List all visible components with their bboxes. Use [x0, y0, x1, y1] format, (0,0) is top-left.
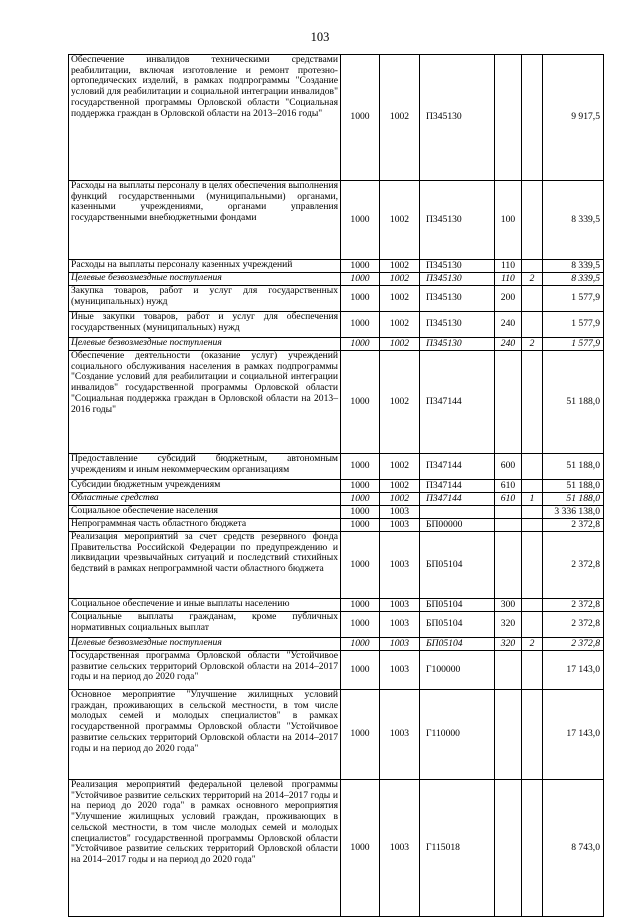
cell-amount: 2 372,8	[543, 612, 604, 638]
cell-section: 1000	[341, 519, 380, 532]
cell-description: Реализация мероприятий федеральной целевой программы "Устойчивое развитие сельских территорий на 2014–2017 годы и на период до 2020 года" в рамках основного мероприятия "Улучшение жилищных условий граждан, проживающих в сельской местности, в том числе молодых семей и молодых специалистов" государственной программы Орловской области "Устойчивое развитие сельских территорий Орловской области на 2014–2017 годы и на период до 2020 года"	[69, 780, 341, 917]
cell-target-article: БП05104	[420, 532, 495, 599]
cell-subsection: 1003	[380, 651, 420, 690]
cell-target-article: П345130	[420, 338, 495, 351]
cell-description: Расходы на выплаты персоналу в целях обеспечения выполнения функций государственными (муниципальными) органами, казенными учреждениями, органами управления государственными внебюджетными фондами	[69, 181, 341, 260]
cell-section: 1000	[341, 454, 380, 480]
cell-subsection: 1002	[380, 480, 420, 493]
cell-expense-type: 300	[495, 599, 522, 612]
cell-amount: 1 577,9	[543, 312, 604, 338]
cell-source	[522, 780, 543, 917]
table-row	[69, 532, 604, 599]
table-row	[69, 493, 604, 506]
table-row	[69, 690, 604, 780]
cell-description: Целевые безвозмездные поступления	[69, 338, 341, 351]
cell-subsection: 1003	[380, 519, 420, 532]
cell-section: 1000	[341, 286, 380, 312]
cell-expense-type	[495, 690, 522, 780]
cell-section: 1000	[341, 506, 380, 519]
cell-description: Предоставление субсидий бюджетным, автономным учреждениям и иным некоммерческим организациям	[69, 454, 341, 480]
page-number: 103	[310, 30, 330, 44]
cell-expense-type: 110	[495, 273, 522, 286]
cell-amount: 8 339,5	[543, 181, 604, 260]
cell-source	[522, 55, 543, 181]
cell-description: Областные средства	[69, 493, 341, 506]
cell-section: 1000	[341, 612, 380, 638]
cell-description: Непрограммная часть областного бюджета	[69, 519, 341, 532]
cell-target-article: БП05104	[420, 638, 495, 651]
cell-subsection: 1003	[380, 638, 420, 651]
cell-target-article: П347144	[420, 493, 495, 506]
cell-expense-type: 100	[495, 181, 522, 260]
cell-expense-type: 600	[495, 454, 522, 480]
cell-subsection: 1002	[380, 351, 420, 454]
cell-amount: 51 188,0	[543, 493, 604, 506]
cell-subsection: 1003	[380, 532, 420, 599]
cell-amount: 8 339,5	[543, 273, 604, 286]
cell-target-article: БП05104	[420, 612, 495, 638]
cell-section: 1000	[341, 493, 380, 506]
cell-source	[522, 181, 543, 260]
cell-description: Основное мероприятие "Улучшение жилищных условий граждан, проживающих в сельской местности, в том числе молодых семей и молодых специалистов" в рамках государственной программы Орловской области "Устойчивое развитие сельских территорий Орловской области на 2014–2017 годы и на период до 2020 года"	[69, 690, 341, 780]
table-row	[69, 273, 604, 286]
cell-source	[522, 651, 543, 690]
table-row	[69, 651, 604, 690]
cell-amount: 51 188,0	[543, 454, 604, 480]
table-row	[69, 312, 604, 338]
table-row	[69, 638, 604, 651]
cell-source: 2	[522, 273, 543, 286]
cell-source	[522, 286, 543, 312]
cell-source	[522, 519, 543, 532]
cell-amount: 17 143,0	[543, 690, 604, 780]
cell-section: 1000	[341, 690, 380, 780]
cell-description: Социальные выплаты гражданам, кроме публичных нормативных социальных выплат	[69, 612, 341, 638]
cell-target-article: П347144	[420, 351, 495, 454]
table-row	[69, 612, 604, 638]
cell-source: 1	[522, 493, 543, 506]
cell-source	[522, 312, 543, 338]
cell-section: 1000	[341, 181, 380, 260]
cell-expense-type: 240	[495, 338, 522, 351]
cell-description: Социальное обеспечение населения	[69, 506, 341, 519]
cell-source: 2	[522, 638, 543, 651]
cell-description: Обеспечение деятельности (оказание услуг) учреждений социального обслуживания населения в рамках подпрограммы "Создание условий для реабилитации и социальной интеграции инвалидов" государственной программы Орловской области "Социальная поддержка граждан в Орловской области на 2013–2016 годы"	[69, 351, 341, 454]
cell-expense-type	[495, 780, 522, 917]
cell-section: 1000	[341, 651, 380, 690]
cell-expense-type	[495, 55, 522, 181]
cell-section: 1000	[341, 599, 380, 612]
cell-amount: 1 577,9	[543, 286, 604, 312]
cell-section: 1000	[341, 338, 380, 351]
table-row	[69, 181, 604, 260]
cell-description: Целевые безвозмездные поступления	[69, 273, 341, 286]
cell-target-article: П347144	[420, 480, 495, 493]
cell-amount: 8 339,5	[543, 260, 604, 273]
cell-description: Целевые безвозмездные поступления	[69, 638, 341, 651]
cell-expense-type	[495, 351, 522, 454]
cell-subsection: 1002	[380, 181, 420, 260]
cell-amount: 2 372,8	[543, 638, 604, 651]
cell-subsection: 1002	[380, 273, 420, 286]
cell-amount: 51 188,0	[543, 480, 604, 493]
cell-subsection: 1002	[380, 286, 420, 312]
cell-target-article: П347144	[420, 454, 495, 480]
cell-subsection: 1003	[380, 506, 420, 519]
cell-amount: 8 743,0	[543, 780, 604, 917]
cell-subsection: 1002	[380, 454, 420, 480]
table-row	[69, 599, 604, 612]
cell-expense-type: 610	[495, 480, 522, 493]
cell-source	[522, 260, 543, 273]
cell-amount: 3 336 138,0	[543, 506, 604, 519]
cell-description: Государственная программа Орловской области "Устойчивое развитие сельских территорий Орловской области на 2014–2017 годы и на период до 2020 года"	[69, 651, 341, 690]
cell-target-article: Г115018	[420, 780, 495, 917]
cell-subsection: 1002	[380, 312, 420, 338]
cell-target-article: П345130	[420, 181, 495, 260]
cell-source	[522, 532, 543, 599]
table-row	[69, 260, 604, 273]
cell-expense-type: 200	[495, 286, 522, 312]
cell-target-article	[420, 506, 495, 519]
cell-expense-type	[495, 532, 522, 599]
cell-source	[522, 612, 543, 638]
cell-expense-type	[495, 651, 522, 690]
cell-amount: 2 372,8	[543, 532, 604, 599]
cell-description: Обеспечение инвалидов техническими средствами реабилитации, включая изготовление и ремонт протезно-ортопедических изделий, в рамках подпрограммы "Создание условий для реабилитации и социальной интеграции инвалидов" государственной программы Орловской области "Социальная поддержка граждан в Орловской области на 2013–2016 годы"	[69, 55, 341, 181]
cell-subsection: 1002	[380, 55, 420, 181]
cell-target-article: П345130	[420, 312, 495, 338]
cell-section: 1000	[341, 638, 380, 651]
cell-target-article: П345130	[420, 286, 495, 312]
cell-expense-type	[495, 519, 522, 532]
cell-amount: 17 143,0	[543, 651, 604, 690]
cell-amount: 9 917,5	[543, 55, 604, 181]
table-row	[69, 55, 604, 181]
cell-expense-type	[495, 506, 522, 519]
cell-description: Субсидии бюджетным учреждениям	[69, 480, 341, 493]
table-row	[69, 506, 604, 519]
cell-expense-type: 110	[495, 260, 522, 273]
cell-source: 2	[522, 338, 543, 351]
cell-source	[522, 599, 543, 612]
cell-subsection: 1003	[380, 612, 420, 638]
cell-amount: 51 188,0	[543, 351, 604, 454]
cell-subsection: 1002	[380, 493, 420, 506]
cell-expense-type: 240	[495, 312, 522, 338]
cell-section: 1000	[341, 480, 380, 493]
cell-subsection: 1003	[380, 780, 420, 917]
table-row	[69, 519, 604, 532]
cell-source	[522, 506, 543, 519]
cell-amount: 2 372,8	[543, 519, 604, 532]
cell-target-article: Г110000	[420, 690, 495, 780]
cell-section: 1000	[341, 55, 380, 181]
cell-description: Закупка товаров, работ и услуг для государственных (муниципальных) нужд	[69, 286, 341, 312]
cell-section: 1000	[341, 780, 380, 917]
cell-expense-type: 320	[495, 638, 522, 651]
table-row	[69, 454, 604, 480]
cell-source	[522, 480, 543, 493]
cell-source	[522, 351, 543, 454]
cell-target-article: П345130	[420, 260, 495, 273]
cell-subsection: 1002	[380, 260, 420, 273]
cell-section: 1000	[341, 312, 380, 338]
cell-section: 1000	[341, 532, 380, 599]
cell-source	[522, 454, 543, 480]
budget-table	[68, 54, 604, 917]
cell-amount: 1 577,9	[543, 338, 604, 351]
cell-amount: 2 372,8	[543, 599, 604, 612]
cell-subsection: 1003	[380, 690, 420, 780]
table-row	[69, 780, 604, 917]
cell-target-article: П345130	[420, 55, 495, 181]
cell-expense-type: 320	[495, 612, 522, 638]
cell-target-article: Г100000	[420, 651, 495, 690]
table-row	[69, 286, 604, 312]
cell-subsection: 1003	[380, 599, 420, 612]
cell-description: Расходы на выплаты персоналу казенных учреждений	[69, 260, 341, 273]
table-row	[69, 338, 604, 351]
cell-section: 1000	[341, 260, 380, 273]
cell-subsection: 1002	[380, 338, 420, 351]
cell-section: 1000	[341, 273, 380, 286]
cell-section: 1000	[341, 351, 380, 454]
cell-expense-type: 610	[495, 493, 522, 506]
cell-description: Реализация мероприятий за счет средств резервного фонда Правительства Российской Федерации по предупреждению и ликвидации чрезвычайных ситуаций и последствий стихийных бедствий в рамках непрограммной части областного бюджета	[69, 532, 341, 599]
table-body	[69, 55, 604, 917]
cell-source	[522, 690, 543, 780]
cell-description: Иные закупки товаров, работ и услуг для обеспечения государственных (муниципальных) нужд	[69, 312, 341, 338]
cell-target-article: БП05104	[420, 599, 495, 612]
cell-description: Социальное обеспечение и иные выплаты населению	[69, 599, 341, 612]
cell-target-article: П345130	[420, 273, 495, 286]
table-row	[69, 351, 604, 454]
table-row	[69, 480, 604, 493]
cell-target-article: БП00000	[420, 519, 495, 532]
